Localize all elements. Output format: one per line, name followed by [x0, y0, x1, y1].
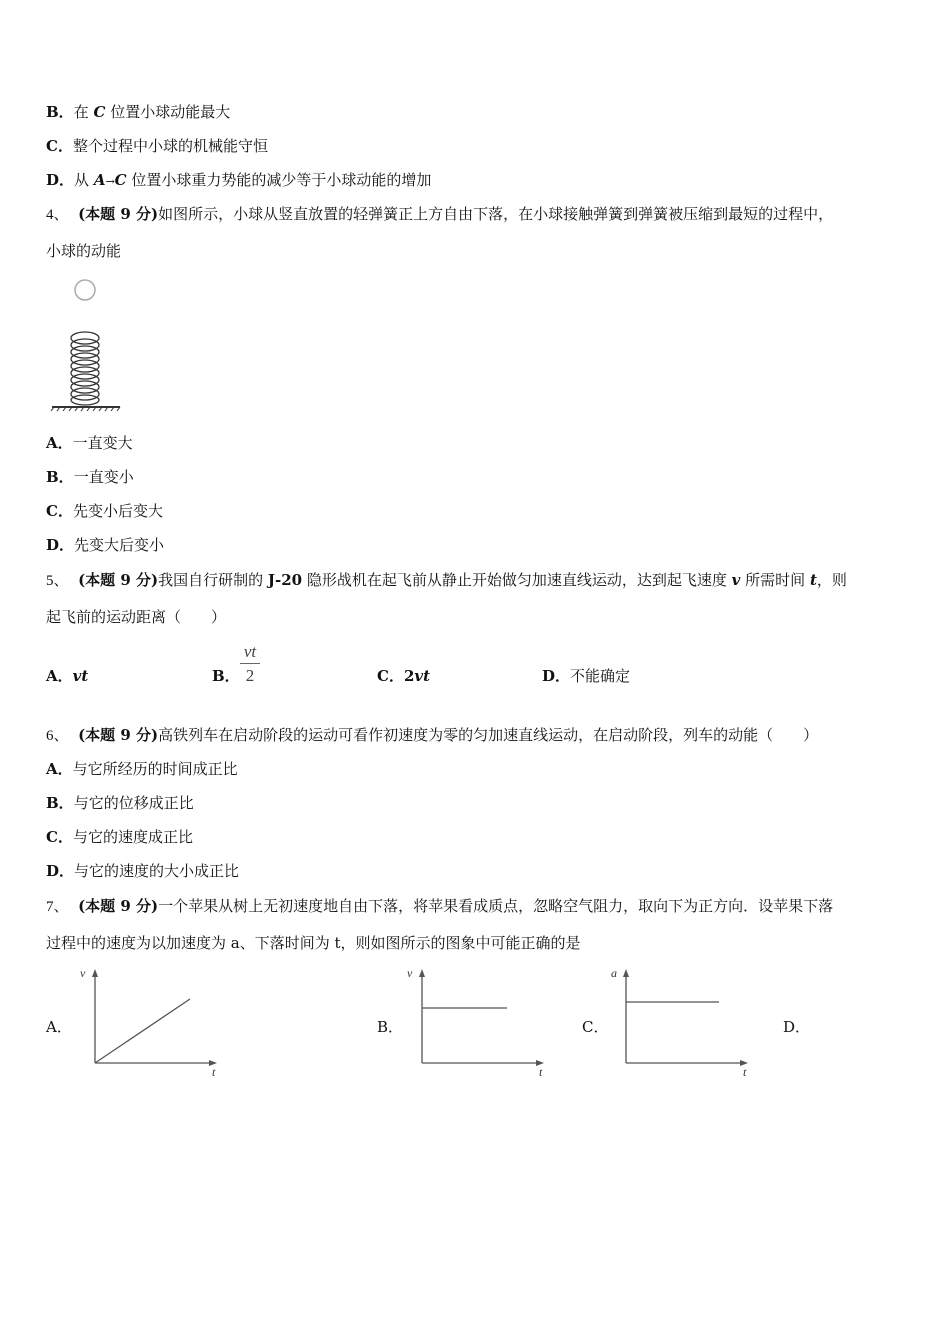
question-tag: (本题 9 分)	[78, 726, 159, 744]
question-tag: (本题 9 分)	[78, 897, 159, 915]
q7-option-d-letter: D．	[783, 1018, 811, 1036]
option-text: 与它的位移成正比	[73, 794, 194, 812]
q7-graph-b	[402, 965, 552, 1080]
q7-stem-line2: 过程中的速度为以加速度为 a、下落时间为 t，则如图所示的图象中可能正确的是	[46, 934, 581, 952]
option-letter: D．	[542, 667, 571, 685]
question-text: 如图所示，小球从竖直放置的轻弹簧正上方自由下落，在小球接触弹簧到弹簧被压缩到最短的过程中，	[158, 205, 834, 223]
option-letter: D．	[46, 536, 75, 554]
q4-option-a	[46, 433, 133, 453]
q4-stem-line2: 小球的动能	[46, 242, 122, 260]
option-text: 一直变大	[72, 434, 133, 452]
option-value: vt	[72, 667, 89, 685]
q4-option-b	[46, 467, 134, 487]
ground	[51, 407, 120, 411]
q5-option-d	[542, 666, 630, 686]
y-axis-label: a	[611, 966, 617, 980]
question-tag: (本题 9 分)	[78, 205, 159, 223]
q7-option-c-letter: C．	[582, 1018, 609, 1036]
question-number: 7、	[46, 899, 69, 915]
option-text: 不能确定	[570, 667, 631, 685]
option-value: vt	[414, 667, 431, 685]
question-number: 6、	[46, 728, 69, 744]
question-tag: (本题 9 分)	[78, 571, 159, 589]
q6-option-a	[46, 759, 238, 779]
q4-option-d	[46, 535, 164, 555]
question-number: 4、	[46, 207, 69, 223]
question-text: ，则	[816, 571, 847, 589]
option-text: 在	[73, 103, 89, 121]
aircraft-model: J-20	[267, 571, 303, 589]
question-text: 一个苹果从树上无初速度地自由下落，将苹果看成质点，忽略空气阻力，取向下为正方向．设苹果下落	[158, 897, 834, 915]
arrow-symbol: →	[105, 175, 115, 188]
option-letter: B．	[46, 103, 74, 121]
option-letter: C．	[46, 502, 73, 520]
option-letter: C．	[46, 828, 73, 846]
q4-option-c	[46, 501, 163, 521]
y-axis-arrow	[419, 969, 425, 977]
variable: C	[114, 171, 127, 189]
y-axis-arrow	[92, 969, 98, 977]
q7-option-a-letter: A．	[46, 1018, 72, 1036]
option-text: 与它所经历的时间成正比	[72, 760, 238, 778]
option-text: 与它的速度成正比	[72, 828, 193, 846]
option-letter: A．	[46, 667, 73, 685]
y-axis-arrow	[623, 969, 629, 977]
fraction-numerator: vt	[243, 642, 257, 661]
q7-graph-c	[606, 965, 756, 1080]
question-text: 我国自行研制的	[158, 571, 268, 589]
q6-option-d	[46, 861, 239, 881]
question-number: 5、	[46, 573, 69, 589]
option-text: 从	[74, 171, 90, 189]
q3-option-b	[46, 102, 230, 122]
fraction-bar	[240, 663, 260, 664]
y-axis-label: v	[80, 966, 86, 980]
q3-option-d	[46, 170, 431, 192]
q3-option-c	[46, 136, 268, 156]
option-letter: D．	[46, 862, 75, 880]
q7-stem-line1	[46, 896, 833, 917]
question-text: 隐形战机在起飞前从静止开始做匀加速直线运动，达到起飞速度	[302, 571, 732, 589]
option-letter: B．	[212, 667, 240, 685]
q6-stem	[46, 725, 818, 746]
ball	[75, 280, 95, 300]
option-text: 一直变小	[73, 468, 134, 486]
y-axis-label: v	[407, 966, 413, 980]
option-letter: C．	[377, 667, 404, 685]
x-axis-label: t	[743, 1065, 747, 1079]
option-letter: B．	[46, 794, 74, 812]
option-letter: B．	[46, 468, 74, 486]
q5-stem-line2: 起飞前的运动距离（ ）	[46, 608, 227, 626]
question-text: 高铁列车在启动阶段的运动可看作初速度为零的匀加速直线运动，在启动阶段，列车的动能（ ）	[158, 726, 819, 744]
fraction-denominator: 2	[245, 666, 255, 685]
option-letter: D．	[46, 171, 75, 189]
variable: C	[93, 103, 106, 121]
q5-stem-line1	[46, 570, 847, 591]
option-text: 与它的速度的大小成正比	[74, 862, 240, 880]
q7-graph-a	[75, 965, 225, 1080]
q5-option-c	[377, 666, 430, 686]
question-text: 所需时间	[740, 571, 810, 589]
spring	[71, 332, 99, 405]
q5-option-a	[46, 666, 88, 686]
variable: v	[731, 571, 741, 589]
option-text: 整个过程中小球的机械能守恒	[72, 137, 268, 155]
q4-stem-line1	[46, 204, 833, 225]
option-letter: A．	[46, 434, 73, 452]
option-letter: C．	[46, 137, 73, 155]
option-text: 位置小球动能最大	[110, 103, 231, 121]
ball-spring-figure	[50, 276, 125, 416]
q6-option-b	[46, 793, 194, 813]
q6-option-c	[46, 827, 193, 847]
option-coefficient: 2	[403, 667, 415, 685]
x-axis-label: t	[212, 1065, 216, 1079]
q5-option-b-fraction	[238, 642, 262, 686]
variable: t	[809, 571, 817, 589]
graph-line	[95, 999, 190, 1063]
q5-option-b	[212, 666, 240, 686]
q7-option-b-letter: B．	[377, 1018, 404, 1036]
option-letter: A．	[46, 760, 73, 778]
variable: A	[93, 171, 106, 189]
x-axis-label: t	[539, 1065, 543, 1079]
option-text: 先变大后变小	[74, 536, 165, 554]
option-text: 位置小球重力势能的减少等于小球动能的增加	[131, 171, 432, 189]
option-text: 先变小后变大	[72, 502, 163, 520]
